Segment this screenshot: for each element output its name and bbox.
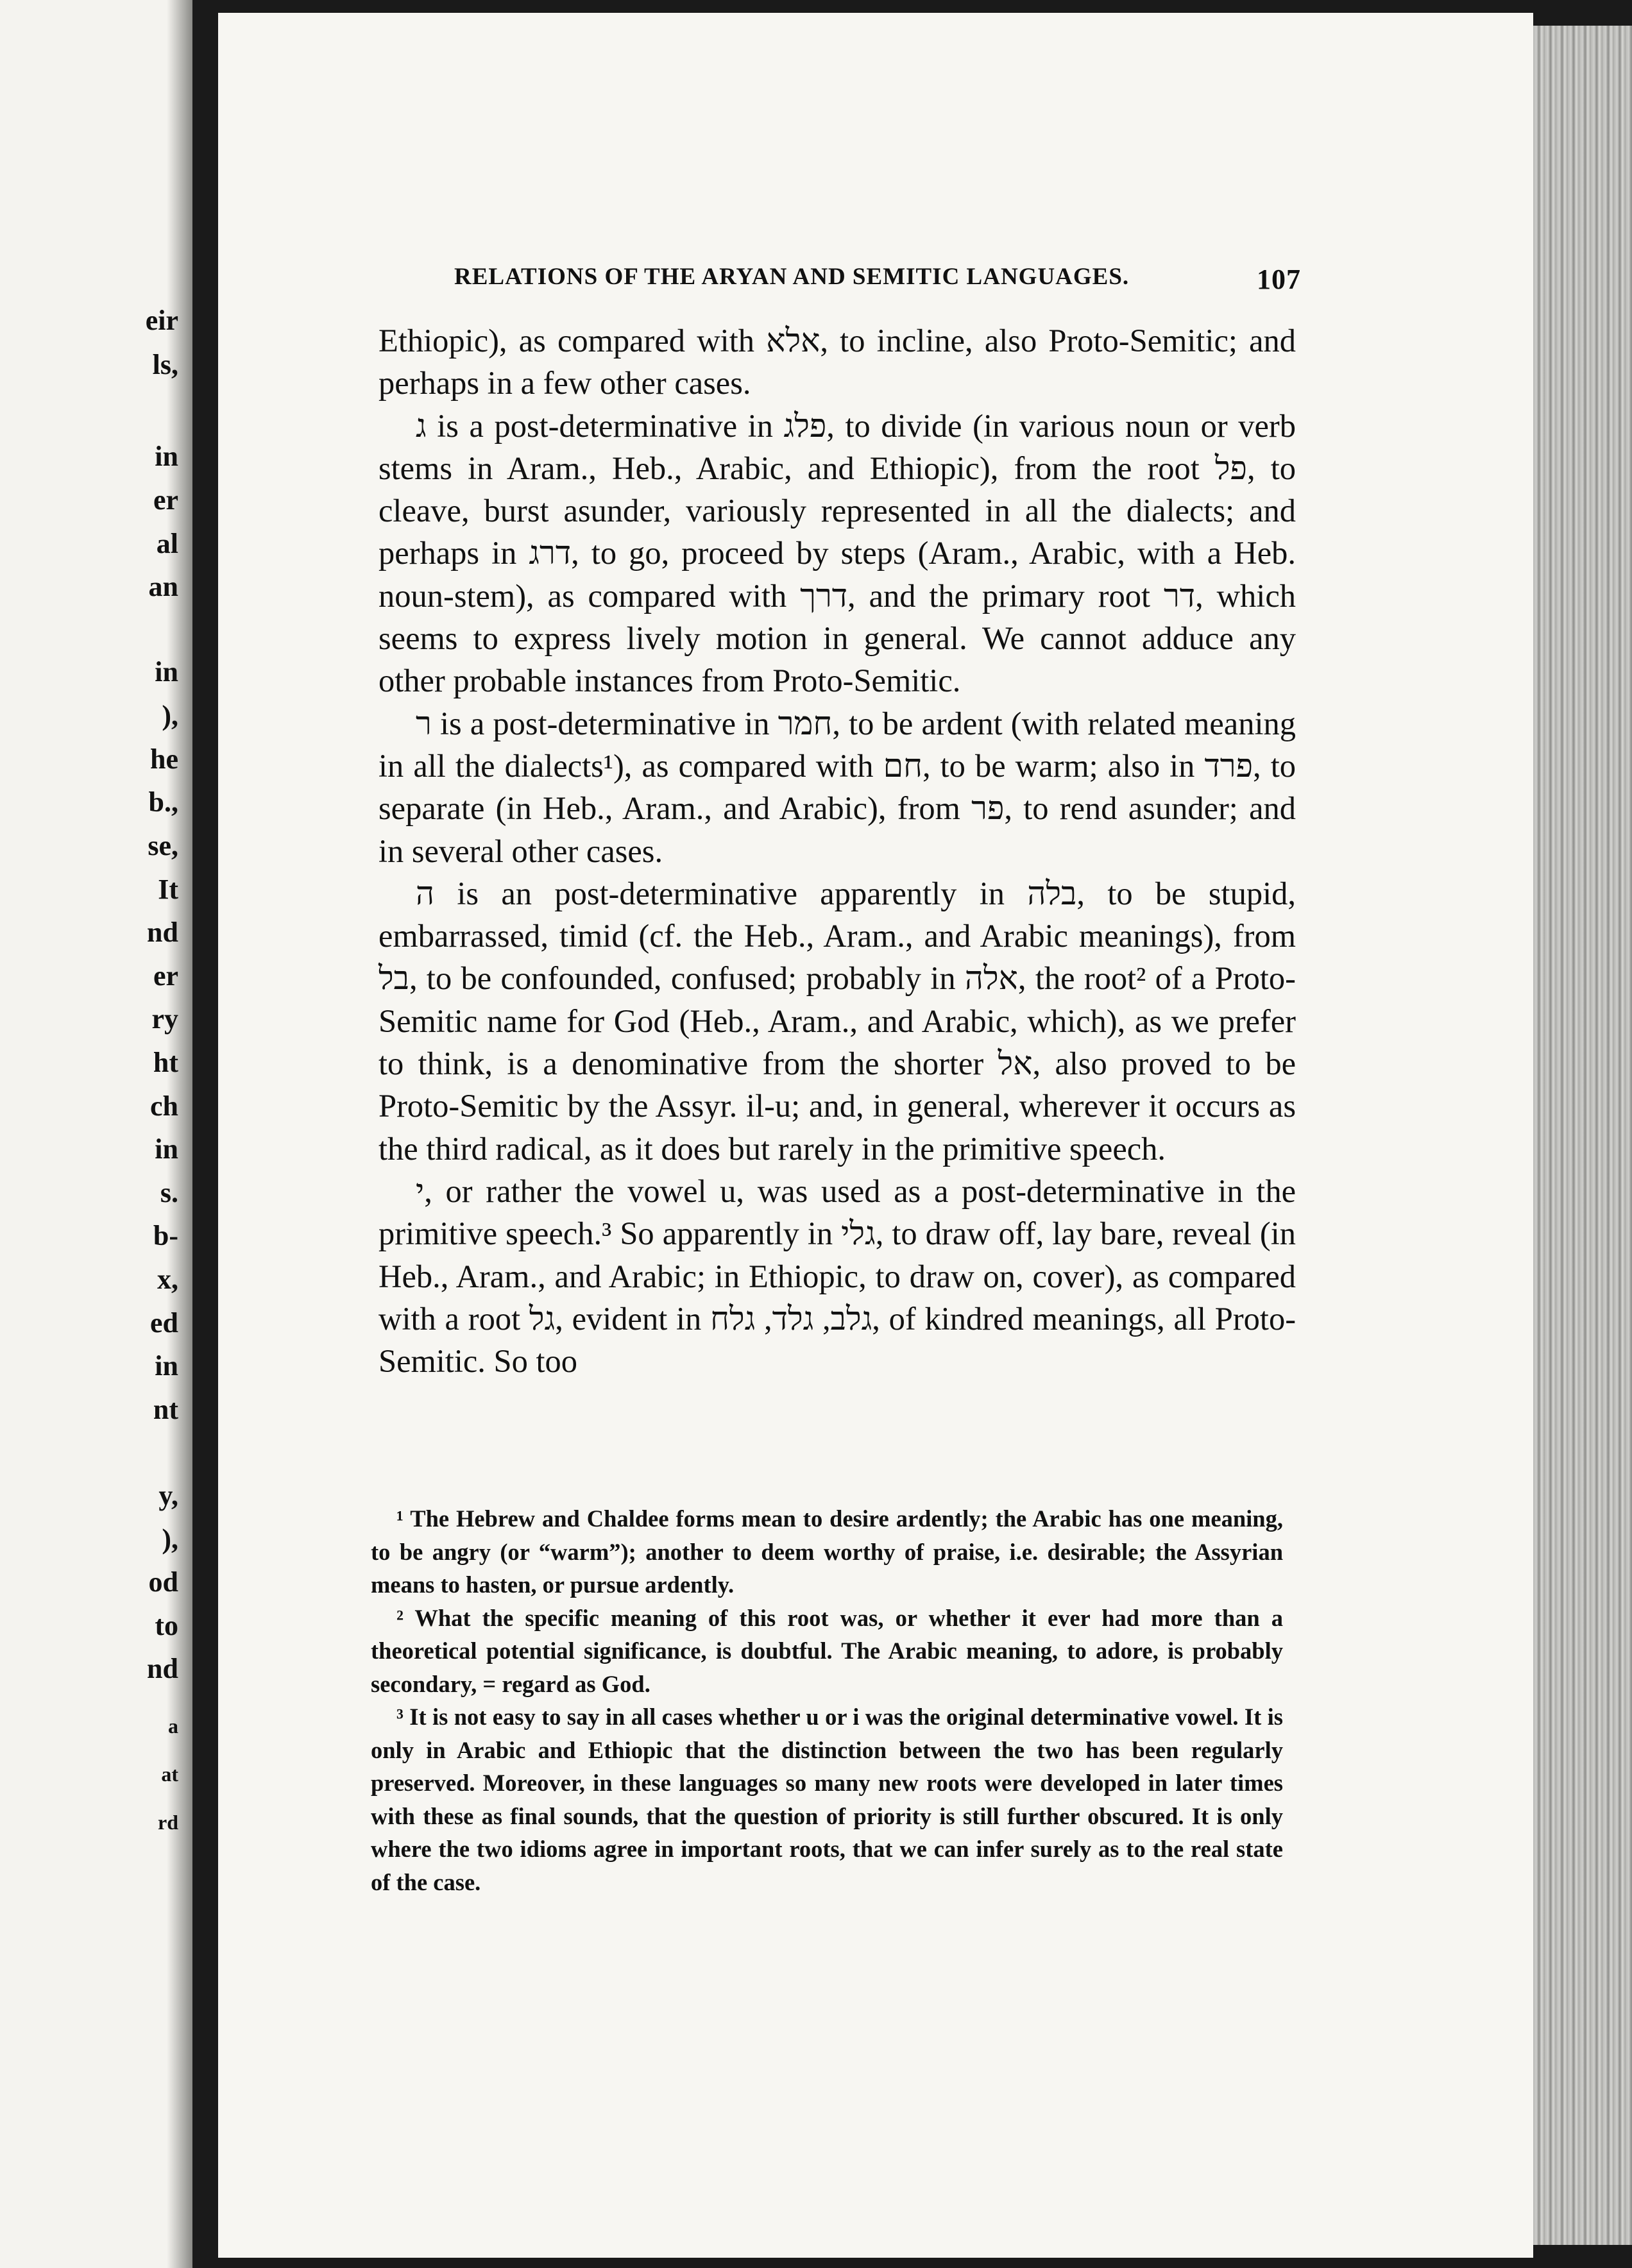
- footnote: ¹ The Hebrew and Chaldee forms mean to desire ardently; the Arabic has one meaning, to be angry (or “warm”); another to deem worthy of praise, i.e. desirable; the Assyrian means to hasten, or pursue ardently.: [371, 1505, 1283, 1598]
- paragraph: Ethiopic), as compared with אלא, to incline, also Proto-Semitic; and perhaps in a few other cases.: [378, 323, 1296, 402]
- page-edges: [1533, 26, 1632, 2245]
- paragraph: ג is a post-determinative in פלג, to divide (in various noun or verb stems in Aram., Heb., Arabic, and Ethiopic), from the root פל, to cleave, burst asunder, variously represented in all the dialects; and perhaps in דרג, to go, proceed by steps (Aram., Arabic, with a Heb. noun-stem), as compared with דרך, and the primary root דר, which seems to express lively motion in general. We cannot adduce any other probable instances from Proto-Semitic.: [378, 407, 1296, 699]
- margin-fragment: It: [158, 874, 178, 905]
- margin-fragment: eir: [145, 305, 178, 336]
- footnote: ² What the specific meaning of this root was, or whether it ever had more than a theoretical potential significance, is doubtful. The Arabic meaning, to adore, is probably secondary, = regard as God.: [371, 1604, 1283, 1697]
- margin-fragment: in: [155, 656, 178, 688]
- margin-fragment: in: [155, 1350, 178, 1382]
- footnote: ³ It is not easy to say in all cases whether u or i was the original determinative vowel. It is only in Arabic and Ethiopic that the distinction between the two has been regularly preserved. Moreover, in these languages so many new roots were developed in later times with these as final sounds, that the question of priority is still further obscured. It is only where the two idioms agree in important roots, that we can infer surely as to the real state of the case.: [371, 1704, 1283, 1895]
- margin-fragment: nd: [147, 917, 178, 948]
- margin-fragment: ),: [162, 700, 178, 731]
- margin-fragment: nt: [153, 1394, 178, 1425]
- margin-fragment: se,: [148, 830, 178, 861]
- margin-fragment: b.,: [148, 786, 178, 818]
- running-header: [454, 263, 1301, 301]
- facing-page: [0, 0, 192, 2268]
- margin-fragment: at: [161, 1763, 178, 1786]
- margin-fragment: he: [150, 743, 178, 775]
- margin-fragment: to: [155, 1610, 178, 1641]
- margin-fragment: a: [168, 1714, 178, 1738]
- margin-fragment: y,: [158, 1480, 178, 1511]
- margin-fragment: ed: [150, 1307, 178, 1339]
- margin-fragment: nd: [147, 1653, 178, 1684]
- running-title: RELATIONS OF THE ARYAN AND SEMITIC LANGUAGES.: [454, 264, 1130, 290]
- margin-fragment: al: [156, 528, 178, 559]
- body-text: [378, 319, 1296, 1382]
- margin-fragment: ),: [162, 1523, 178, 1555]
- margin-fragment: ch: [150, 1090, 178, 1122]
- margin-fragment: er: [153, 484, 178, 516]
- margin-fragment: ry: [151, 1003, 178, 1035]
- margin-fragment: in: [155, 1133, 178, 1165]
- paragraph: י, or rather the vowel u, was used as a post-determinative in the primitive speech.³ So apparently in גלי, to draw off, lay bare, reveal (in Heb., Aram., and Arabic; in Ethiopic, to draw on, cover), as compared with a root גל, evident in גלב, גלד, גלח, of kindred meanings, all Proto-Semitic. So too: [378, 1172, 1296, 1380]
- paragraph: ר is a post-determinative in חמר, to be ardent (with related meaning in all the dialects¹), as compared with חם, to be warm; also in פרד, to separate (in Heb., Aram., and Arabic), from פר, to rend asunder; and in several other cases.: [378, 705, 1296, 869]
- margin-fragment: rd: [158, 1811, 178, 1834]
- page-number: 107: [1257, 264, 1301, 295]
- footnotes: [371, 1502, 1283, 1899]
- margin-fragment: b-: [153, 1220, 178, 1251]
- margin-fragment: in: [155, 441, 178, 472]
- margin-fragment: er: [153, 960, 178, 992]
- margin-fragment: od: [148, 1566, 178, 1598]
- margin-fragment: ht: [153, 1047, 178, 1078]
- margin-fragment: x,: [157, 1264, 178, 1295]
- paragraph: ה is an post-determinative apparently in בלה, to be stupid, embarrassed, timid (cf. the Heb., Aram., and Arabic meanings), from בל, to be confounded, confused; probably in אלה, the root² of a Proto-Semitic name for God (Heb., Aram., and Arabic, which), as we prefer to think, is a denominative from the shorter אל, also proved to be Proto-Semitic by the Assyr. il-u; and, in general, wherever it occurs as the third radical, as it does but rarely in the primitive speech.: [378, 875, 1296, 1167]
- margin-fragment: s.: [160, 1177, 178, 1208]
- margin-fragment: an: [148, 571, 178, 602]
- margin-fragment: ls,: [152, 349, 178, 380]
